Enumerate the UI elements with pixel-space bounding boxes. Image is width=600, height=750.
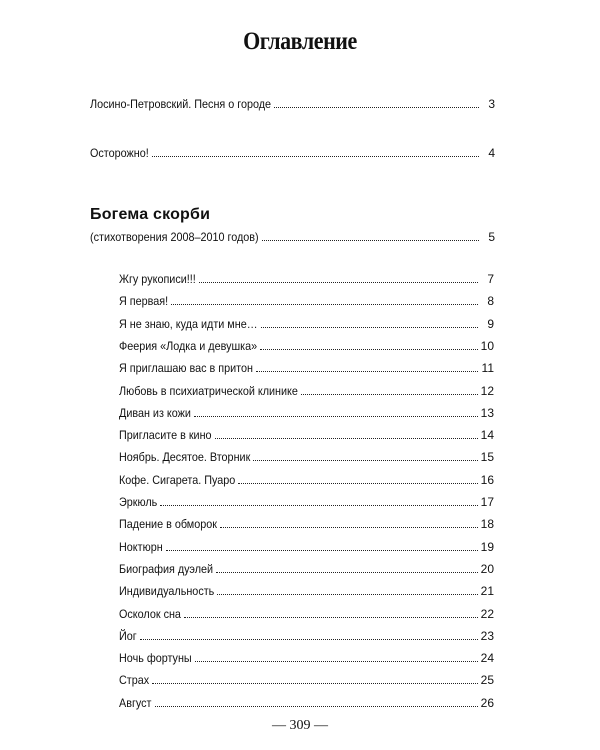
toc-entry[interactable] (119, 606, 494, 622)
toc-entry-page: 21 (480, 584, 494, 599)
toc-entry-title: Лосино-Петровский. Песня о городе (90, 97, 272, 111)
toc-entry-page: 3 (488, 97, 495, 111)
toc-entry-page: 14 (480, 428, 494, 443)
dot-leader (140, 628, 478, 640)
toc-entry-title: Пригласите в кино (119, 428, 212, 443)
dot-leader (160, 494, 478, 506)
dot-leader (220, 516, 478, 528)
toc-entry-page: 20 (480, 561, 494, 576)
dot-leader (155, 695, 478, 707)
toc-entry[interactable] (119, 383, 494, 399)
dot-leader (171, 293, 478, 305)
toc-entry-page: 9 (487, 316, 494, 331)
toc-entry-title: Ночь фортуны (119, 651, 192, 666)
toc-entry[interactable] (119, 316, 494, 332)
toc-entry-page: 10 (480, 338, 494, 353)
toc-entry-page: 5 (488, 230, 495, 244)
toc-entry-page: 15 (480, 450, 494, 465)
toc-entry-page: 26 (480, 695, 494, 710)
toc-entry[interactable] (119, 583, 494, 599)
dot-leader (261, 316, 479, 328)
toc-entry-title: Индивидуальность (119, 584, 215, 599)
dot-leader (166, 539, 478, 551)
dot-leader (199, 271, 478, 283)
toc-entry-title: Кофе. Сигарета. Пуаро (119, 472, 236, 487)
toc-entry-page: 12 (480, 383, 494, 398)
dot-leader (238, 472, 478, 484)
toc-entry[interactable] (119, 405, 494, 421)
dot-leader (152, 145, 479, 157)
toc-entry[interactable] (119, 628, 494, 644)
dot-leader (253, 449, 478, 461)
toc-entry-page: 23 (480, 628, 494, 643)
toc-entry-page: 4 (488, 146, 495, 160)
toc-entry[interactable] (119, 449, 494, 465)
toc-entry-title: Жгу рукописи!!! (119, 272, 196, 286)
toc-entry[interactable] (119, 427, 494, 443)
toc-entry-title: Осторожно! (90, 146, 149, 160)
toc-entry[interactable] (90, 96, 495, 112)
dot-leader (274, 96, 479, 108)
dot-leader (194, 405, 478, 417)
page-number: — 309 — (272, 718, 328, 733)
toc-entry-page: 7 (487, 272, 494, 286)
dot-leader (260, 338, 478, 350)
toc-entry[interactable] (119, 516, 494, 532)
toc-entry-title: Биография дуэлей (119, 561, 214, 576)
dot-leader (152, 672, 478, 684)
toc-entry-page: 25 (480, 673, 494, 688)
toc-entry[interactable] (90, 145, 495, 161)
dot-leader (215, 427, 478, 439)
toc-entry-title: Август (119, 695, 152, 710)
toc-entry-page: 8 (487, 294, 494, 309)
toc-entry[interactable] (119, 561, 494, 577)
toc-entry-title: Феерия «Лодка и девушка» (119, 338, 258, 353)
toc-entry-page: 22 (480, 606, 494, 621)
toc-entry[interactable] (119, 695, 494, 711)
dot-leader (256, 360, 478, 372)
toc-entry[interactable] (119, 293, 494, 309)
toc-entry-title: Я приглашаю вас в притон (119, 361, 253, 376)
toc-entry-page: 16 (480, 472, 494, 487)
dot-leader (301, 383, 478, 395)
toc-entry[interactable] (119, 338, 494, 354)
toc-entry[interactable] (119, 271, 494, 287)
toc-entry-title: Любовь в психиатрической клинике (119, 383, 298, 398)
toc-entry[interactable] (119, 539, 494, 555)
dot-leader (195, 650, 478, 662)
toc-entry-page: 24 (480, 651, 494, 666)
toc-entry-page: 13 (480, 405, 494, 420)
dot-leader (184, 606, 478, 618)
toc-entry[interactable] (119, 494, 494, 510)
section-heading: Богема скорби (90, 206, 211, 223)
dot-leader (217, 583, 478, 595)
toc-entry-page: 11 (481, 361, 494, 376)
toc-entry-title: Ноктюрн (119, 539, 163, 554)
toc-entry-page: 17 (480, 495, 494, 509)
toc-entry-title: Диван из кожи (119, 405, 191, 420)
toc-entry-title: Эркюль (119, 495, 158, 509)
toc-entry[interactable] (119, 650, 494, 666)
toc-entry-title: Я первая! (119, 294, 169, 309)
toc-entry-title: Ноябрь. Десятое. Вторник (119, 450, 251, 465)
dot-leader (262, 229, 479, 241)
toc-entry[interactable] (119, 360, 494, 376)
toc-entry-section-subtitle[interactable] (90, 229, 495, 245)
toc-entry-title: Йог (119, 628, 137, 643)
toc-entry-title: Осколок сна (119, 606, 181, 621)
toc-entry-page: 19 (480, 539, 494, 554)
page-title: Оглавление (243, 28, 357, 55)
toc-entry[interactable] (119, 672, 494, 688)
dot-leader (216, 561, 478, 573)
toc-entry-title: Падение в обморок (119, 517, 217, 532)
toc-entry-title: Страх (119, 673, 150, 688)
toc-entry-title: (стихотворения 2008–2010 годов) (90, 230, 259, 244)
toc-entry[interactable] (119, 472, 494, 488)
toc-entry-page: 18 (480, 517, 494, 532)
toc-entry-title: Я не знаю, куда идти мне… (119, 316, 258, 331)
